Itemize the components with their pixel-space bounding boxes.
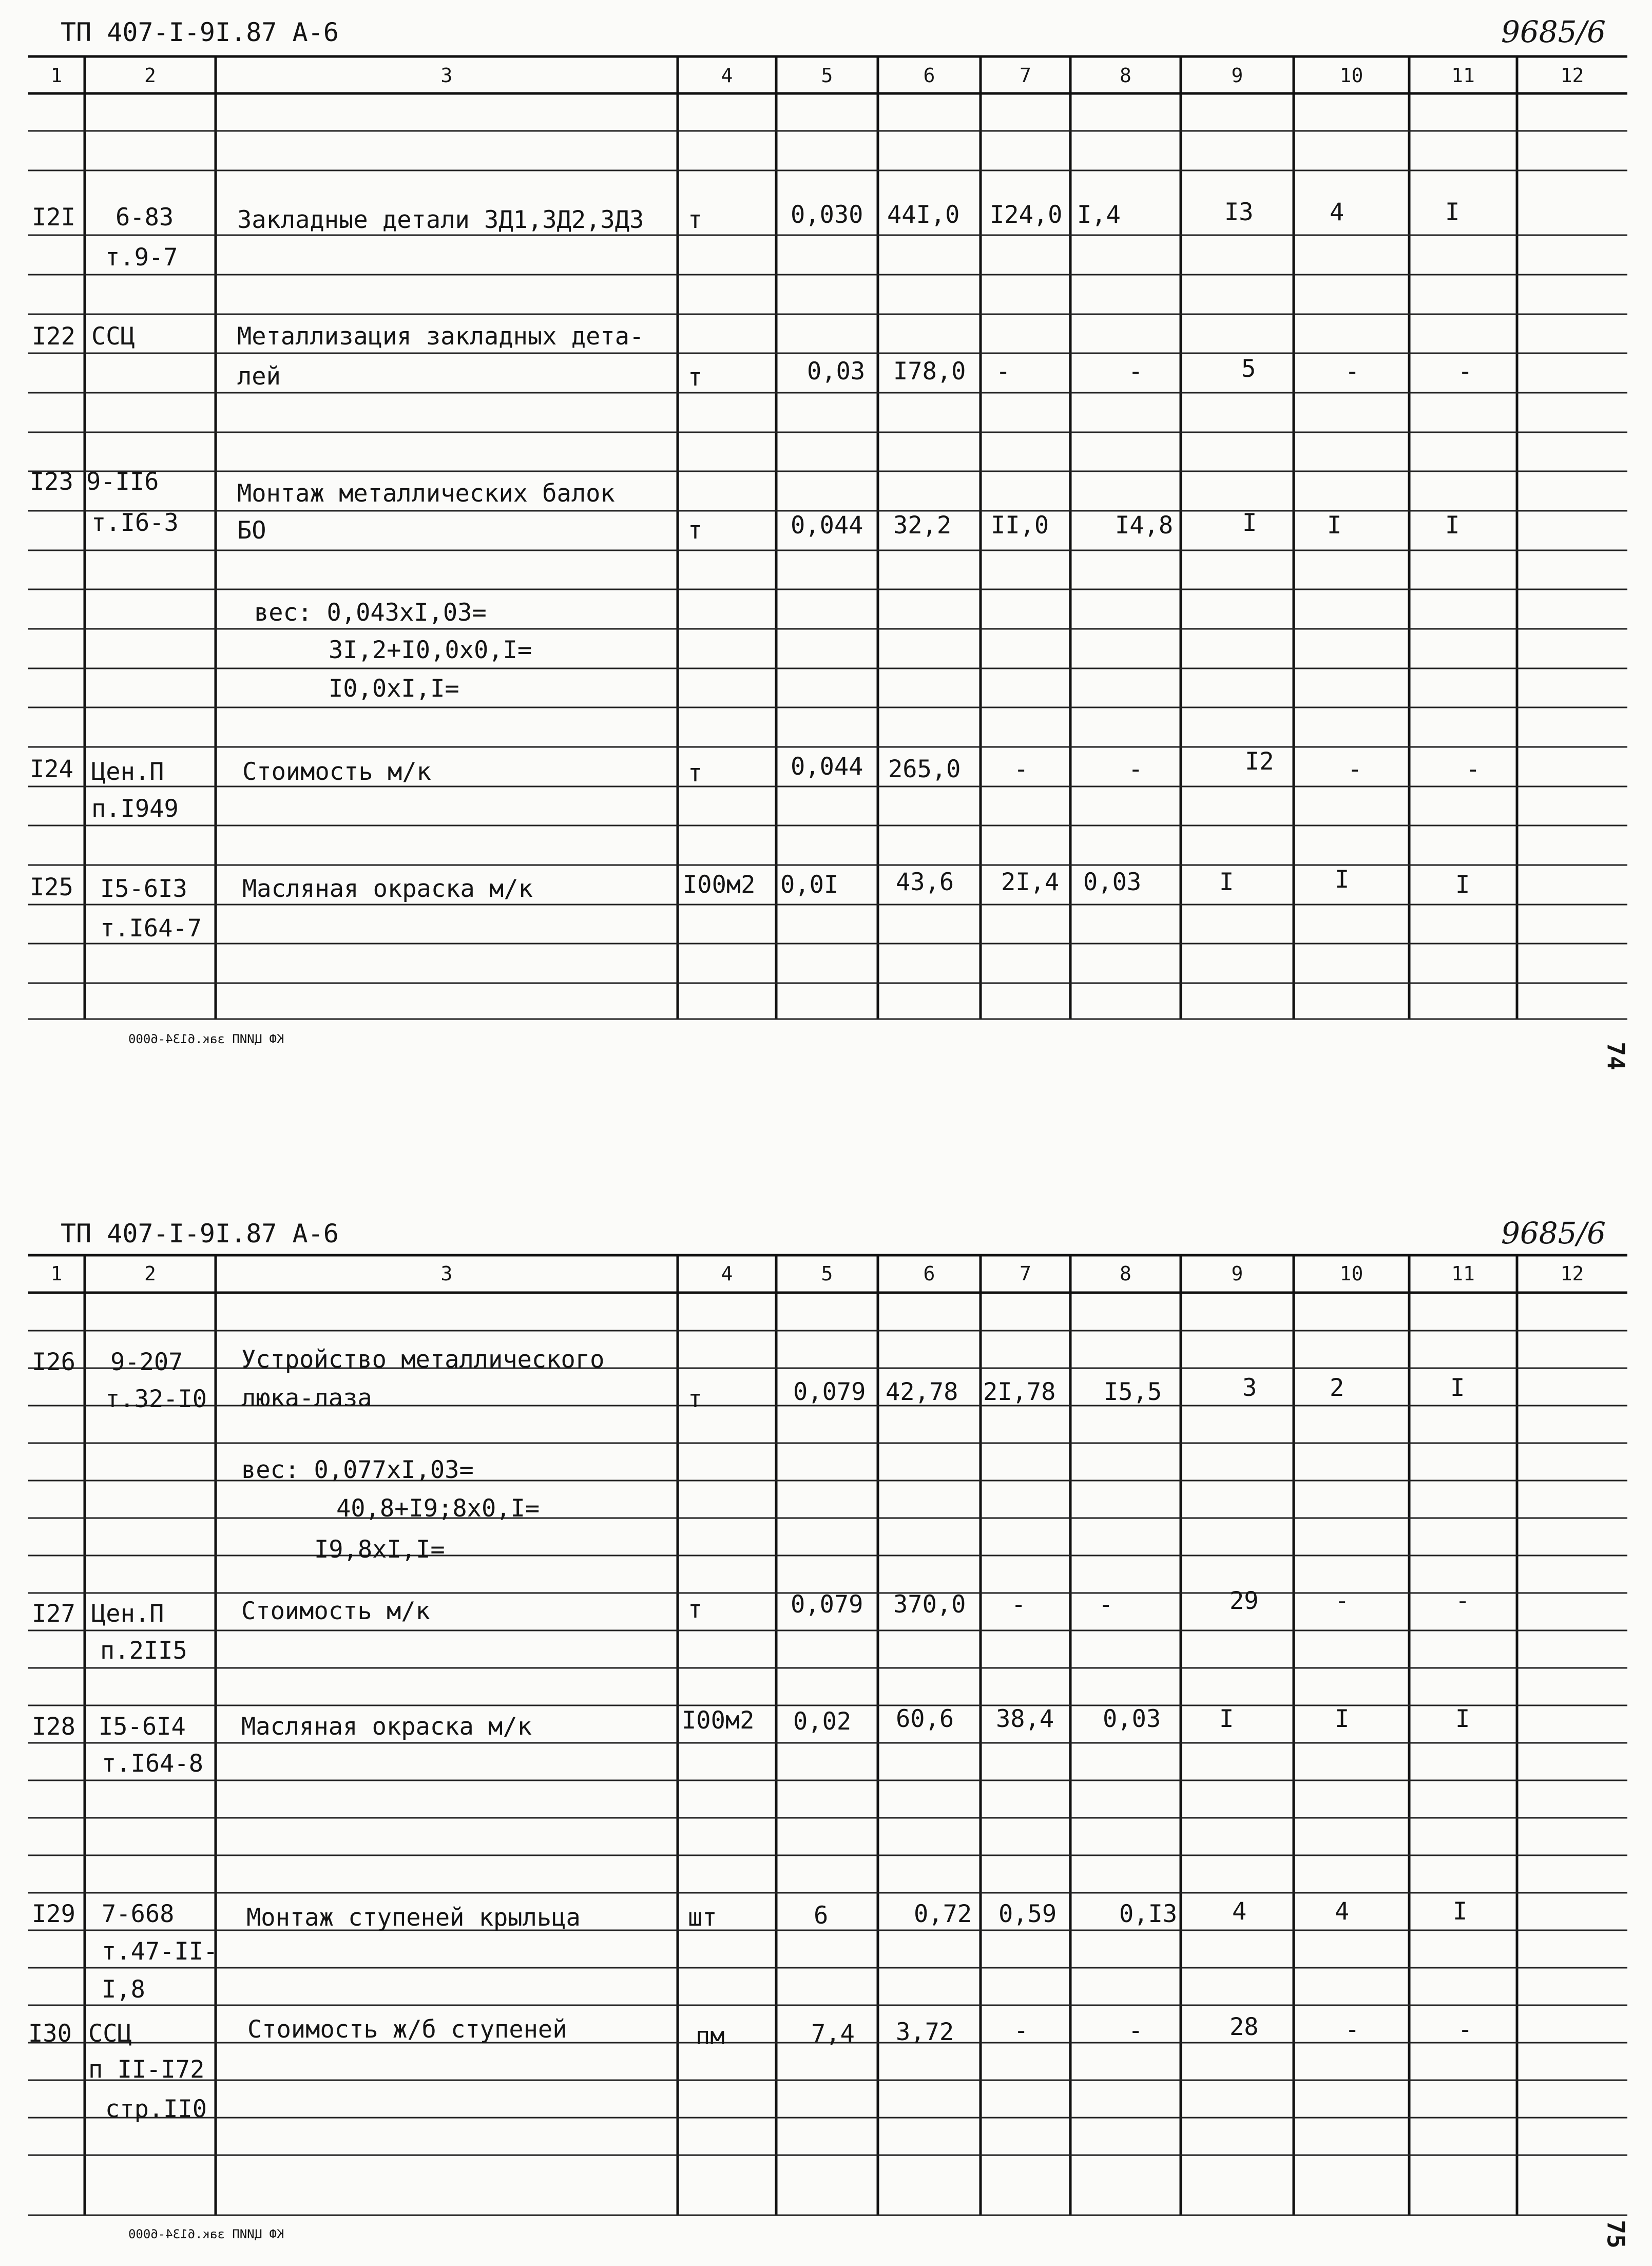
col-11-value: I: [1455, 871, 1470, 899]
row-number: I26: [32, 1348, 75, 1376]
col-7-value: -: [996, 357, 1011, 386]
work-name: Масляная окраска м/к: [241, 1713, 532, 1741]
col-7-value: -: [1014, 2017, 1029, 2045]
col-6-value: 3,72: [896, 2018, 954, 2046]
col-7-value: 2I,4: [1001, 868, 1060, 896]
norm-code: I,8: [102, 1975, 145, 2004]
work-name: БО: [237, 516, 266, 545]
document-reference: ТП 407-I-9I.87 А-6: [61, 1219, 339, 1249]
col-8-value: -: [1099, 1590, 1113, 1619]
quantity: 0,02: [793, 1707, 852, 1736]
quantity: 6: [814, 1902, 829, 1930]
work-name: Стоимость м/к: [241, 1597, 430, 1625]
norm-code: 9-II6: [86, 468, 159, 496]
col-9-value: 3: [1242, 1374, 1257, 1402]
column-number: 12: [1560, 1262, 1584, 1285]
column-number: 3: [440, 1262, 453, 1285]
work-name: Монтаж металлических балок: [237, 479, 615, 508]
work-name: Монтаж ступеней крыльца: [246, 1904, 581, 1932]
col-9-value: I: [1219, 868, 1234, 896]
note-line: 3I,2+I0,0х0,I=: [329, 636, 532, 664]
col-9-value: I3: [1224, 198, 1254, 226]
work-name: Масляная окраска м/к: [242, 875, 533, 903]
col-6-value: 265,0: [888, 755, 961, 783]
page-number: 75: [1602, 2220, 1630, 2249]
norm-code: т.I64-8: [102, 1750, 204, 1778]
col-8-value: -: [1128, 755, 1143, 783]
col-6-value: 43,6: [896, 868, 954, 896]
norm-code: т.32-I0: [105, 1385, 207, 1413]
row-number: I25: [30, 873, 73, 901]
quantity: 0,044: [791, 753, 863, 781]
col-9-value: 28: [1230, 2013, 1259, 2041]
col-8-value: I5,5: [1104, 1378, 1162, 1406]
quantity: 0,079: [791, 1590, 863, 1619]
col-10-value: -: [1348, 755, 1362, 783]
quantity: 0,044: [791, 511, 863, 540]
col-9-value: I2: [1245, 747, 1274, 776]
norm-code: I5-6I4: [99, 1713, 186, 1741]
col-10-value: I: [1335, 866, 1350, 894]
column-number: 11: [1451, 1262, 1475, 1285]
column-number: 8: [1120, 1262, 1131, 1285]
col-10-value: -: [1335, 1587, 1350, 1615]
note-line: I9,8хI,I=: [314, 1535, 445, 1564]
norm-code: т.I64-7: [100, 914, 202, 943]
col-11-value: -: [1458, 2015, 1473, 2044]
work-name: Стоимость ж/б ступеней: [247, 2015, 567, 2044]
unit: I00м2: [683, 871, 756, 899]
col-9-value: 4: [1232, 1897, 1247, 1926]
unit: т: [688, 206, 703, 234]
col-8-value: -: [1128, 357, 1143, 386]
norm-code: стр.II0: [105, 2095, 207, 2123]
print-stamp: КФ ЦИИП зак.6134-6000: [128, 2227, 284, 2241]
row-number: I23: [30, 468, 73, 496]
work-name: Стоимость м/к: [242, 758, 431, 786]
col-11-value: I: [1445, 198, 1460, 226]
norm-code: 6-83: [116, 203, 174, 232]
note-line: I0,0хI,I=: [329, 675, 459, 703]
column-number: 12: [1560, 64, 1584, 87]
row-number: I28: [32, 1713, 75, 1741]
unit: пм: [696, 2022, 725, 2050]
column-number: 10: [1339, 1262, 1363, 1285]
estimate-sheet-1: [0, 0, 1652, 1129]
col-10-value: -: [1345, 357, 1360, 386]
document-reference: ТП 407-I-9I.87 А-6: [61, 17, 339, 47]
col-9-value: 29: [1230, 1587, 1259, 1615]
quantity: 7,4: [811, 2020, 855, 2048]
column-number: 4: [721, 64, 733, 87]
unit: т: [688, 516, 703, 545]
col-8-value: 0,03: [1083, 868, 1142, 896]
norm-code: 9-207: [110, 1348, 183, 1376]
col-10-value: -: [1345, 2015, 1360, 2044]
row-number: I29: [32, 1900, 75, 1928]
norm-code: ССЦ: [91, 322, 135, 351]
page-number: 74: [1602, 1042, 1630, 1070]
row-number: I24: [30, 755, 73, 783]
row-number: I30: [28, 2020, 72, 2048]
col-6-value: 32,2: [893, 511, 952, 540]
column-number: 9: [1231, 1262, 1243, 1285]
column-number: 3: [440, 64, 453, 87]
col-11-value: -: [1455, 1587, 1470, 1615]
col-10-value: I: [1335, 1705, 1350, 1733]
column-number: 7: [1020, 64, 1031, 87]
col-11-value: -: [1466, 755, 1481, 783]
col-8-value: 0,I3: [1119, 1900, 1178, 1928]
col-7-value: 0,59: [998, 1900, 1057, 1928]
quantity: 0,03: [807, 357, 866, 386]
norm-code: I5-6I3: [100, 875, 187, 903]
quantity: 0,0I: [780, 871, 839, 899]
row-number: I22: [32, 322, 75, 351]
col-10-value: I: [1327, 511, 1342, 540]
column-number: 10: [1339, 64, 1363, 87]
col-11-value: I: [1450, 1374, 1465, 1402]
col-7-value: II,0: [991, 511, 1049, 540]
col-6-value: 60,6: [896, 1705, 954, 1733]
print-stamp: КФ ЦИИП зак.6134-6000: [128, 1032, 284, 1046]
col-7-value: -: [1011, 1590, 1026, 1619]
column-number: 9: [1231, 64, 1243, 87]
norm-code: ССЦ: [88, 2020, 132, 2048]
norm-code: т.47-II-: [102, 1937, 218, 1966]
estimate-sheet-2: [0, 1201, 1652, 2266]
col-8-value: I4,8: [1115, 511, 1174, 540]
norm-code: Цен.П: [91, 1600, 164, 1628]
norm-code: 7-668: [102, 1900, 175, 1928]
column-number: 6: [923, 1262, 935, 1285]
note-line: вес: 0,077хI,03=: [241, 1456, 474, 1484]
col-7-value: I24,0: [990, 201, 1063, 229]
quantity: 0,030: [791, 201, 863, 229]
col-10-value: 2: [1330, 1374, 1344, 1402]
col-6-value: 370,0: [893, 1590, 966, 1619]
norm-code: п.2II5: [100, 1637, 187, 1665]
work-name: люка-лаза: [241, 1384, 372, 1412]
column-number: 5: [821, 64, 833, 87]
col-9-value: I: [1242, 509, 1257, 537]
norm-code: т.I6-3: [91, 509, 179, 537]
col-10-value: 4: [1330, 198, 1344, 226]
col-6-value: 42,78: [886, 1378, 958, 1406]
unit: т: [688, 363, 703, 392]
col-7-value: -: [1014, 755, 1029, 783]
col-11-value: -: [1458, 357, 1473, 386]
unit: т: [688, 759, 703, 788]
unit: т: [688, 1596, 703, 1624]
col-8-value: I,4: [1077, 201, 1121, 229]
work-name: Устройство металлического: [241, 1346, 605, 1374]
col-11-value: I: [1453, 1897, 1468, 1926]
col-11-value: I: [1455, 1705, 1470, 1733]
norm-code: Цен.П: [91, 758, 164, 786]
column-number: 1: [50, 64, 63, 87]
quantity: 0,079: [793, 1378, 866, 1406]
col-10-value: 4: [1335, 1897, 1350, 1926]
col-6-value: 0,72: [914, 1900, 972, 1928]
column-number: 8: [1120, 64, 1131, 87]
col-9-value: 5: [1241, 355, 1256, 383]
col-11-value: I: [1445, 511, 1460, 540]
norm-code: т.9-7: [105, 243, 178, 272]
column-number: 2: [144, 64, 156, 87]
work-name: Металлизация закладных дета-: [237, 322, 644, 351]
unit: I00м2: [682, 1706, 755, 1735]
work-name: Закладные детали ЗД1,ЗД2,ЗД3: [237, 206, 644, 234]
note-line: вес: 0,043хI,03=: [254, 599, 487, 627]
column-number: 1: [50, 1262, 63, 1285]
sheet-code: 9685/6: [1501, 14, 1606, 49]
col-7-value: 38,4: [996, 1705, 1054, 1733]
row-number: I2I: [32, 203, 75, 232]
unit: т: [688, 1385, 703, 1413]
column-number: 6: [923, 64, 935, 87]
column-number: 2: [144, 1262, 156, 1285]
col-6-value: 44I,0: [887, 201, 960, 229]
column-number: 4: [721, 1262, 733, 1285]
note-line: 40,8+I9;8х0,I=: [336, 1494, 540, 1523]
col-8-value: 0,03: [1103, 1705, 1161, 1733]
column-number: 7: [1020, 1262, 1031, 1285]
row-number: I27: [32, 1600, 75, 1628]
sheet-code: 9685/6: [1501, 1216, 1606, 1251]
column-number: 11: [1451, 64, 1475, 87]
col-9-value: I: [1219, 1705, 1234, 1733]
work-name: лей: [237, 362, 281, 391]
column-number: 5: [821, 1262, 833, 1285]
col-7-value: 2I,78: [983, 1378, 1056, 1406]
col-6-value: I78,0: [893, 357, 966, 386]
unit: шт: [688, 1904, 717, 1932]
norm-code: п II-I72: [88, 2056, 205, 2084]
col-8-value: -: [1128, 2017, 1143, 2045]
norm-code: п.I949: [91, 795, 179, 823]
